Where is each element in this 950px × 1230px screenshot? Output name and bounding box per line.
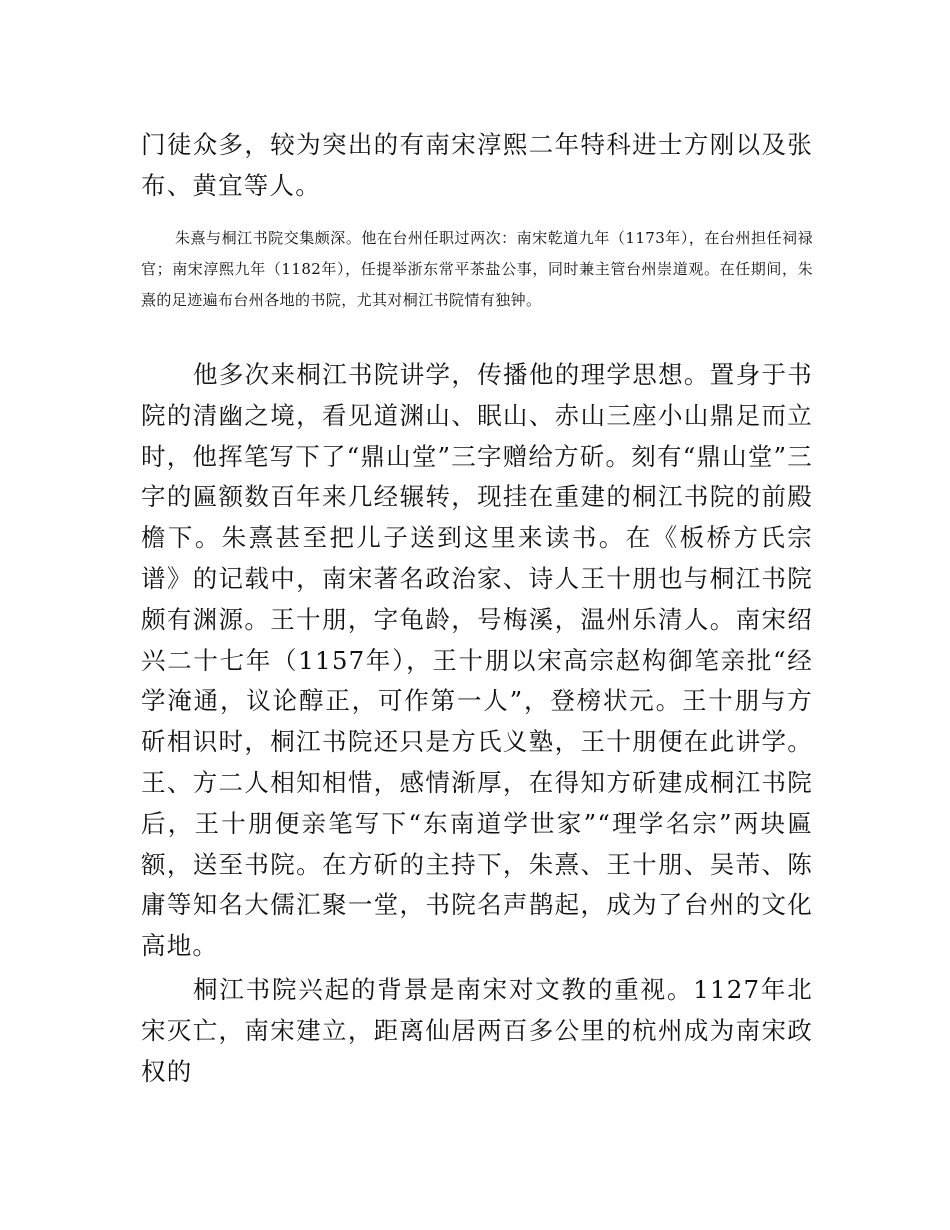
paragraph-disciples: 门徒众多，较为突出的有南宋淳熙二年特科进士方刚以及张布、黄宜等人。 xyxy=(141,130,813,200)
paragraph-southern-song-background: 桐江书院兴起的背景是南宋对文教的重视。1127年北宋灭亡，南宋建立，距离仙居两百多公里的杭州成为南宋政权的 xyxy=(141,975,813,1086)
paragraph-lectures-and-plaques: 他多次来桐江书院讲学，传播他的理学思想。置身于书院的清幽之境，看见道渊山、眠山、赤山三座小山鼎足而立时，他挥笔写下了“鼎山堂”三字赠给方斫。刻有“鼎山堂”三字的匾额数百年来几经辗转，现挂在重建的桐江书院的前殿檐下。朱熹甚至把儿子送到这里来读书。在《板桥方氏宗谱》的记载中，南宋著名政治家、诗人王十朋也与桐江书院颇有渊源。王十朋，字龟龄，号梅溪，温州乐清人。南宋绍兴二十七年（1157年），王十朋以宋高宗赵构御笔亲批“经学淹通，议论醇正，可作第一人”，登榜状元。王十朋与方斫相识时，桐江书院还只是方氏义塾，王十朋便在此讲学。王、方二人相知相惜，感情渐厚，在得知方斫建成桐江书院后，王十朋便亲笔写下“东南道学世家”“理学名宗”两块匾额，送至书院。在方斫的主持下，朱熹、王十朋、吴芾、陈庸等知名大儒汇聚一堂，书院名声鹊起，成为了台州的文化高地。 xyxy=(141,360,813,961)
paragraph-zhuxi-tenure: 朱熹与桐江书院交集颇深。他在台州任职过两次：南宋乾道九年（1173年），在台州担任祠禄官；南宋淳熙九年（1182年），任提举浙东常平茶盐公事，同时兼主管台州崇道观。在任期间，朱熹的足迹遍布台州各地的书院，尤其对桐江书院情有独钟。 xyxy=(141,229,813,309)
